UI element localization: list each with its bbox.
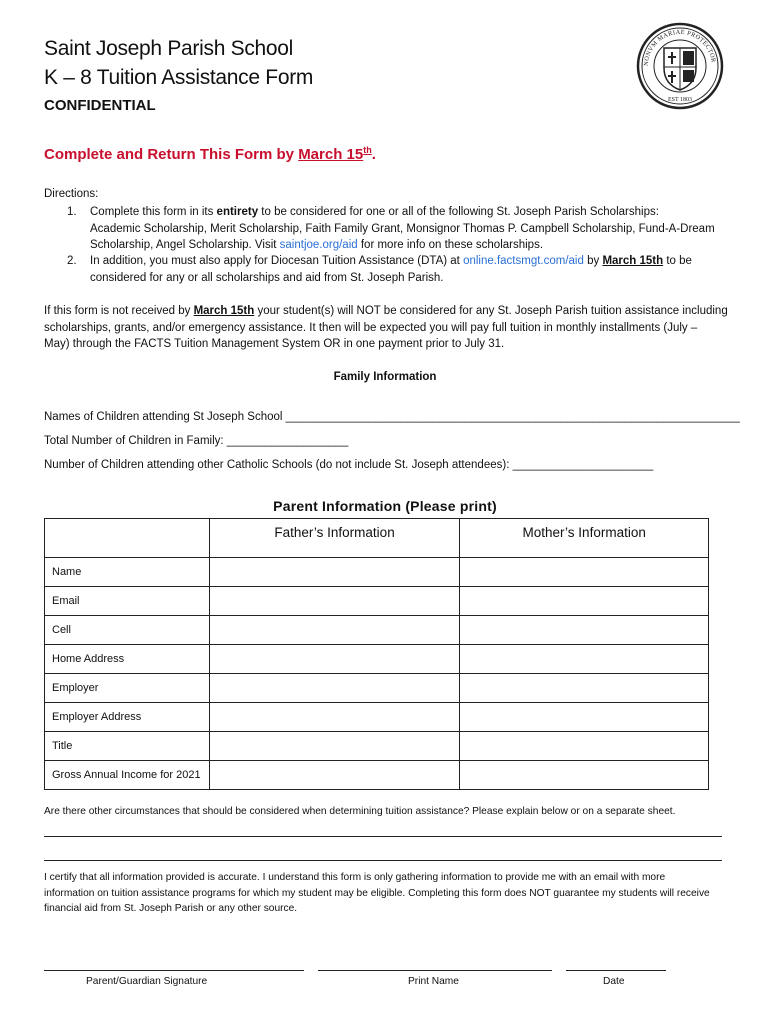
row-label-cell: Cell	[45, 616, 210, 645]
father-cell-cell[interactable]	[209, 616, 460, 645]
signature-label: Parent/Guardian Signature	[86, 976, 208, 987]
row-label-employer-address: Employer Address	[45, 703, 210, 732]
mother-address-cell[interactable]	[460, 645, 709, 674]
direction-2-number: 2.	[67, 255, 77, 267]
father-employer-address-cell[interactable]	[209, 703, 460, 732]
other-catholic-schools-field[interactable]: Number of Children attending other Catholic Schools (do not include St. Joseph attendees): ______________________	[44, 459, 654, 471]
school-name: Saint Joseph Parish School	[44, 37, 294, 60]
father-income-cell[interactable]	[209, 761, 460, 790]
saintjoe-link[interactable]: saintjoe.org/aid	[279, 239, 358, 251]
family-info-heading: Family Information	[333, 371, 437, 383]
facts-link[interactable]: online.factsmgt.com/aid	[463, 255, 584, 267]
certification-statement: I certify that all information provided is accurate. I understand this form is only gathering information to provide me with an email with more information on tuition assistance programs for which my student may be eligible. Completing this form does NOT guarantee my students will receive financial aid from St. Joseph Parish or any other source.	[44, 872, 710, 914]
father-employer-cell[interactable]	[209, 674, 460, 703]
late-submission-notice: If this form is not received by March 15th your student(s) will NOT be considered for any St. Joseph Parish tuition assistance including scholarships, grants, and/or emergency assistance. It then will be expected you will pay full tuition in monthly installments (July – May) through the FACTS Tuition Management System OR in one payment prior to July 31.	[44, 305, 728, 350]
row-label-home-address: Home Address	[45, 645, 210, 674]
row-label-name: Name	[45, 558, 210, 587]
confidential-label: CONFIDENTIAL	[44, 97, 156, 114]
row-label-email: Email	[45, 587, 210, 616]
circumstances-question: Are there other circumstances that should be considered when determining tuition assistance? Please explain below or on a separate sheet.	[44, 806, 676, 817]
mother-cell-cell[interactable]	[460, 616, 709, 645]
mother-info-header: Mother’s Information	[460, 519, 709, 558]
father-info-header: Father’s Information	[209, 519, 460, 558]
print-name-line[interactable]	[318, 970, 552, 971]
mother-employer-cell[interactable]	[460, 674, 709, 703]
seal-motto: NONVM MARIAE PROTECTOR	[642, 28, 717, 67]
explanation-line-1[interactable]	[44, 836, 722, 837]
mother-email-cell[interactable]	[460, 587, 709, 616]
explanation-line-2[interactable]	[44, 860, 722, 861]
father-address-cell[interactable]	[209, 645, 460, 674]
seal-est: EST 1803	[667, 97, 693, 103]
children-names-field[interactable]: Names of Children attending St Joseph School _______________________________________________________________________	[44, 411, 740, 423]
print-name-label: Print Name	[408, 976, 459, 987]
signature-line[interactable]	[44, 970, 304, 971]
date-label: Date	[603, 976, 625, 987]
date-line[interactable]	[566, 970, 666, 971]
mother-title-cell[interactable]	[460, 732, 709, 761]
direction-1-number: 1.	[67, 206, 77, 218]
table-corner	[45, 519, 210, 558]
row-label-employer: Employer	[45, 674, 210, 703]
mother-income-cell[interactable]	[460, 761, 709, 790]
father-name-cell[interactable]	[209, 558, 460, 587]
direction-2: In addition, you must also apply for Diocesan Tuition Assistance (DTA) at online.factsmgt.com/aid by March 15th to be considered for any or all scholarships and aid from St. Joseph Parish.	[90, 255, 692, 284]
parent-info-heading: Parent Information (Please print)	[273, 498, 497, 514]
mother-name-cell[interactable]	[460, 558, 709, 587]
row-label-title: Title	[45, 732, 210, 761]
parish-seal-logo	[636, 22, 724, 110]
deadline-notice: Complete and Return This Form by March 15th.	[44, 145, 376, 163]
direction-1: Complete this form in its entirety to be considered for one or all of the following St. Joseph Parish Scholarships: Academic Scholarship, Merit Scholarship, Faith Family Grant, Monsignor Thomas P. Campbell Scholarship, Fund-A-Dream Scholarship, Angel Scholarship. Visit saintjoe.org/aid for more info on these scholarships.	[90, 206, 715, 251]
father-email-cell[interactable]	[209, 587, 460, 616]
mother-employer-address-cell[interactable]	[460, 703, 709, 732]
form-title: K – 8 Tuition Assistance Form	[44, 66, 314, 89]
row-label-income: Gross Annual Income for 2021	[45, 761, 210, 790]
total-children-field[interactable]: Total Number of Children in Family: ___________________	[44, 435, 349, 447]
directions-label: Directions:	[44, 188, 99, 200]
father-title-cell[interactable]	[209, 732, 460, 761]
parent-info-table	[44, 518, 709, 790]
